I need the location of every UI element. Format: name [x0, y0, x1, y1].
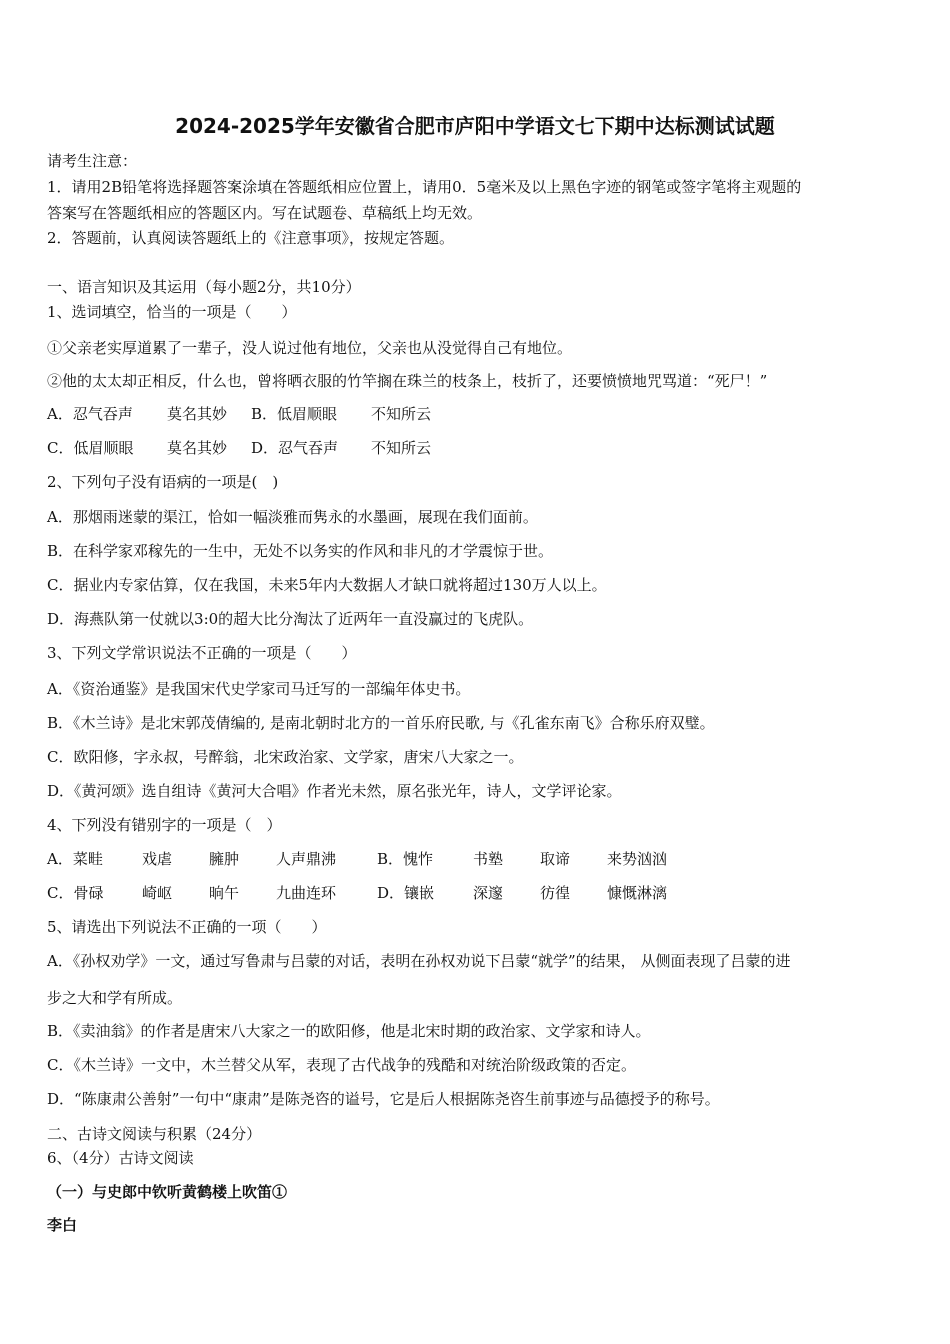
q1-sentence-2: ②他的太太却正相反，什么也，曾将晒衣服的竹竿搁在珠兰的枝条上，枝折了，还要愤愤地咒骂道：“死尸！”: [47, 372, 768, 390]
word: 来势汹汹: [607, 850, 668, 868]
q1-options-row-c: [47, 438, 431, 458]
section-1-heading: 一、语言知识及其运用（每小题2分，共10分）: [47, 278, 361, 296]
q5-option-c: C．《木兰诗》一文中，木兰替父从军，表现了古代战争的残酷和对统治阶级政策的否定。: [47, 1056, 636, 1074]
option-b-word-1: B．低眉顺眼: [251, 405, 338, 423]
q4-options-row-c: [47, 883, 667, 903]
q2-option-b: B．在科学家邓稼先的一生中，无处不以务实的作风和非凡的才学震惊于世。: [47, 542, 554, 560]
q5-stem: 5、请选出下列说法不正确的一项（ ）: [47, 918, 327, 936]
q5-option-d: D．“陈康肃公善射”一句中“康肃”是陈尧咨的谥号，它是后人根据陈尧咨生前事迹与品德授予的称号。: [47, 1090, 720, 1108]
notice-header: 请考生注意：: [47, 152, 138, 170]
word: 臃肿: [209, 850, 240, 868]
option-c-word-2: 莫名其妙: [167, 439, 228, 457]
notice-line-2: 2．答题前，认真阅读答题纸上的《注意事项》，按规定答题。: [47, 229, 455, 247]
option-c-word-1: C．低眉顺眼: [47, 439, 134, 457]
word: 晌午: [209, 884, 240, 902]
q2-option-a: A．那烟雨迷蒙的渠江，恰如一幅淡雅而隽永的水墨画，展现在我们面前。: [47, 508, 538, 526]
q2-option-c: C．据业内专家估算，仅在我国，未来5年内大数据人才缺口就将超过130万人以上。: [47, 576, 607, 594]
poem-title: （一）与史郎中钦听黄鹤楼上吹笛①: [47, 1183, 288, 1201]
q1-stem: 1、选词填空，恰当的一项是（ ）: [47, 303, 297, 321]
option-a-word-1: A．忍气吞声: [47, 405, 133, 423]
word: 人声鼎沸: [276, 850, 337, 868]
q2-option-d: D．海燕队第一仗就以3:0的超大比分淘汰了近两年一直没赢过的飞虎队。: [47, 610, 534, 628]
q3-option-a: A．《资治通鉴》是我国宋代史学家司马迁写的一部编年体史书。: [47, 680, 471, 698]
word: 九曲连环: [276, 884, 337, 902]
page-title: 2024-2025学年安徽省合肥市庐阳中学语文七下期中达标测试试题: [175, 114, 775, 138]
q4-options-row-a: [47, 849, 667, 869]
option-d-word-2: 不知所云: [371, 439, 432, 457]
notice-line-1: 1．请用2B铅笔将选择题答案涂填在答题纸相应位置上，请用0．5毫米及以上黑色字迹的钢笔或签字笔将主观题的: [47, 178, 802, 196]
q4-stem: 4、下列没有错别字的一项是（ ）: [47, 816, 282, 834]
word: 彷徨: [540, 884, 571, 902]
word: A．菜畦: [47, 850, 103, 868]
word: 取谛: [540, 850, 571, 868]
section-2-heading: 二、古诗文阅读与积累（24分）: [47, 1125, 262, 1143]
q1-sentence-1: ①父亲老实厚道累了一辈子，没人说过他有地位，父亲也从没觉得自己有地位。: [47, 339, 573, 357]
option-a-word-2: 莫名其妙: [167, 405, 228, 423]
q3-option-d: D．《黄河颂》选自组诗《黄河大合唱》作者光未然，原名张光年，诗人，文学评论家。: [47, 782, 622, 800]
q5-option-a-line-2: 步之大和学有所成。: [47, 989, 183, 1007]
word: 书塾: [473, 850, 504, 868]
q6-stem: 6、（4分）古诗文阅读: [47, 1149, 194, 1167]
word: B．愧怍: [377, 850, 434, 868]
word: C．骨碌: [47, 884, 104, 902]
option-b-word-2: 不知所云: [371, 405, 432, 423]
poem-author: 李白: [47, 1216, 78, 1234]
word: D．镶嵌: [377, 884, 435, 902]
word: 慷慨淋漓: [607, 884, 668, 902]
q3-stem: 3、下列文学常识说法不正确的一项是（ ）: [47, 644, 357, 662]
q5-option-b: B．《卖油翁》的作者是唐宋八大家之一的欧阳修，他是北宋时期的政治家、文学家和诗人。: [47, 1022, 651, 1040]
q3-option-c: C．欧阳修，字永叔，号醉翁，北宋政治家、文学家，唐宋八大家之一。: [47, 748, 524, 766]
word: 戏虐: [142, 850, 173, 868]
q5-option-a-line-1: A．《孙权劝学》一文，通过写鲁肃与吕蒙的对话，表明在孙权劝说下吕蒙“就学”的结果， 从侧面表现了吕蒙的进: [47, 952, 791, 970]
option-d-word-1: D．忍气吞声: [251, 439, 339, 457]
word: 深邃: [473, 884, 504, 902]
q3-option-b: B．《木兰诗》是北宋郭茂倩编的, 是南北朝时北方的一首乐府民歌, 与《孔雀东南飞》合称乐府双璧。: [47, 714, 715, 732]
word: 崎岖: [142, 884, 173, 902]
notice-line-1b: 答案写在答题纸相应的答题区内。写在试题卷、草稿纸上均无效。: [47, 204, 483, 222]
q1-options-row-a: [47, 404, 431, 424]
q2-stem: 2、下列句子没有语病的一项是( ): [47, 473, 279, 491]
